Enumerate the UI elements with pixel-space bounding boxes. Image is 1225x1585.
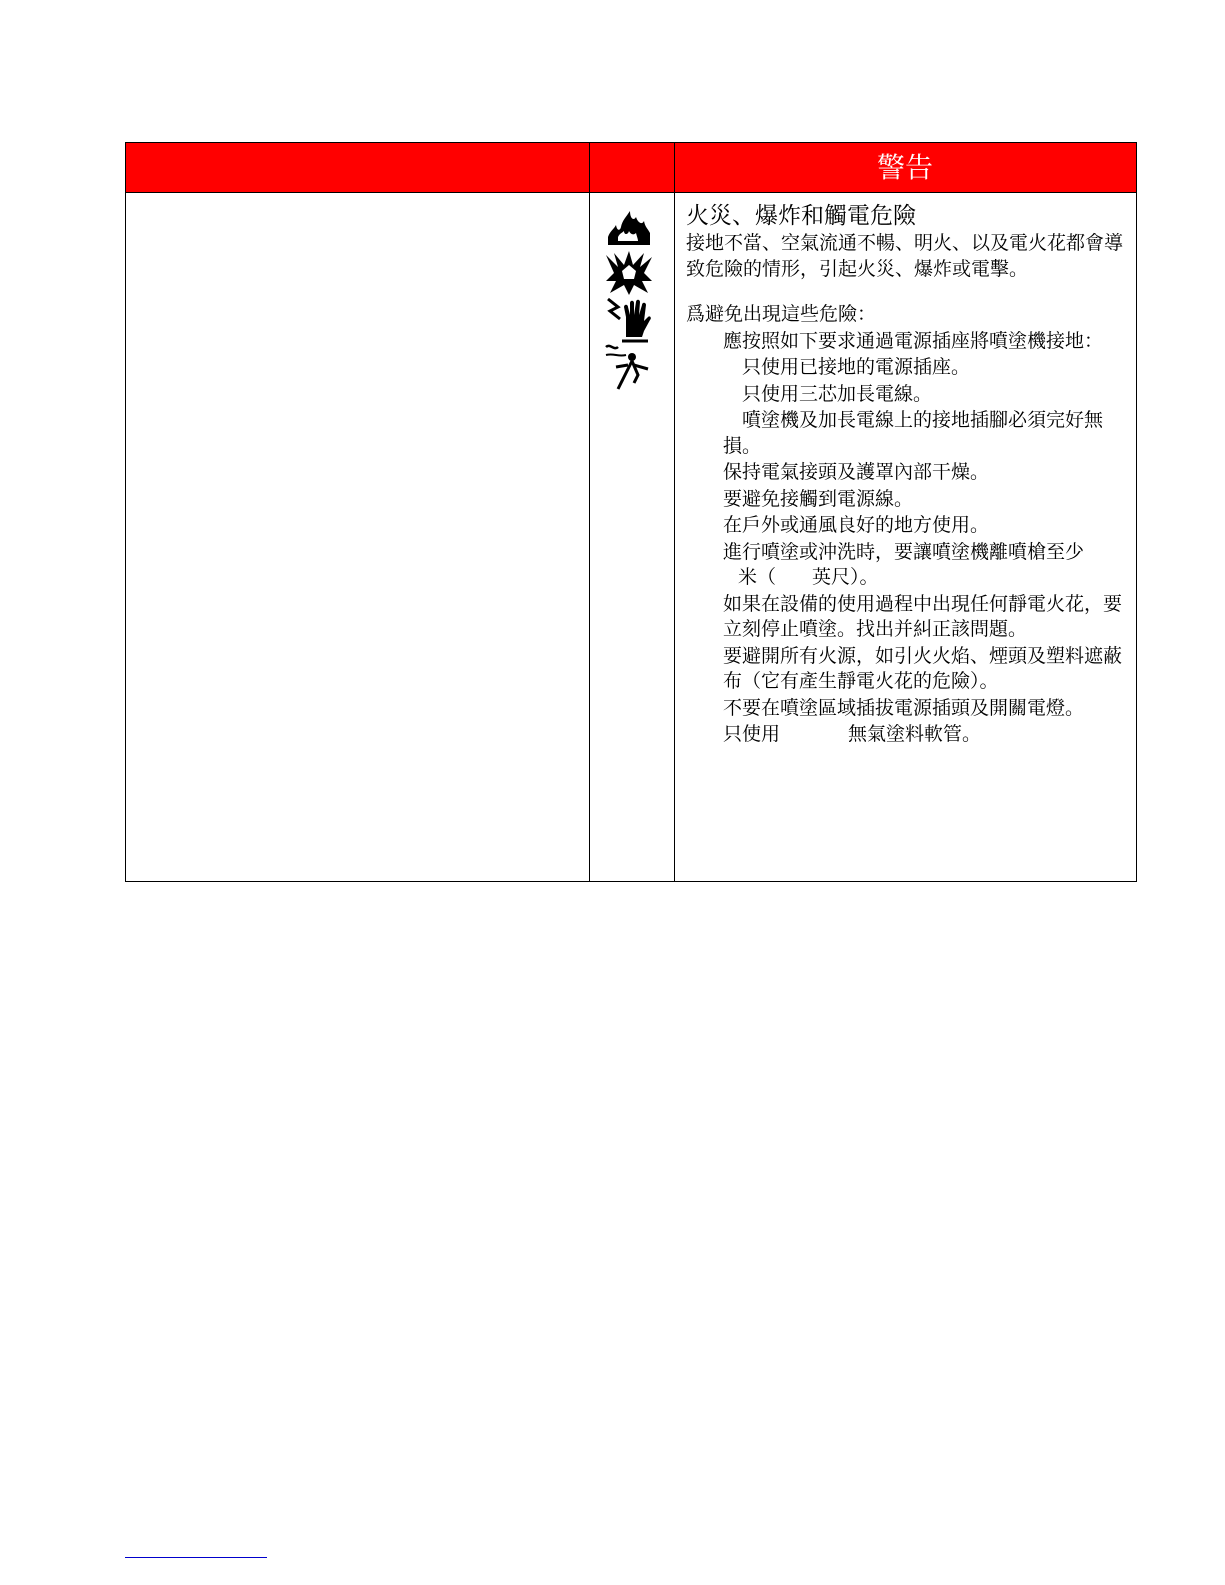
warning-table [125, 142, 1137, 882]
warning-item: 在戶外或通風良好的地方使用。 [723, 514, 990, 536]
warning-header-bar [126, 143, 1136, 193]
electric-shock-icon [604, 297, 654, 343]
hose-text-prefix: 只使用 [723, 723, 781, 745]
fire-icon [604, 207, 654, 247]
warning-intro: 接地不當、空氣流通不暢、明火、以及電火花都會導致危險的情形，引起火災、爆炸或電擊。 [686, 232, 1124, 280]
warning-item: 保持電氣接頭及護罩內部干燥。 [723, 461, 990, 483]
warning-heading: 火災、爆炸和觸電危險 [686, 203, 916, 229]
explosion-icon [604, 251, 654, 295]
warning-item-continuation [686, 565, 1132, 591]
warning-subitem: 只使用三芯加長電線。 [742, 382, 933, 405]
warning-item: 應按照如下要求通過電源插座將噴塗機接地： [723, 329, 1104, 352]
hose-text-suffix: 無氣塗料軟管。 [848, 723, 982, 745]
warning-item: 要避免接觸到電源線。 [723, 487, 914, 510]
footnote-rule [125, 1557, 267, 1558]
warning-item: 進行噴塗或沖洗時，要讓噴塗機離噴槍至少 [723, 540, 1085, 563]
column-divider-right [674, 143, 675, 881]
warning-item [686, 722, 1132, 748]
distance-feet-text: 英尺）。 [812, 566, 879, 588]
warning-subitem: 只使用已接地的電源插座。 [742, 356, 971, 378]
warning-header-title: 警告 [876, 151, 933, 184]
distance-meters-text: 米（ [738, 566, 777, 588]
warning-item: 不要在噴塗區域插拔電源插頭及開關電燈。 [723, 696, 1085, 719]
column-divider-left [589, 143, 590, 881]
ground-icon [604, 343, 654, 393]
warning-text [686, 201, 1132, 748]
warning-subitem: 噴塗機及加長電線上的接地插腳必須完好無損。 [723, 409, 1104, 457]
warning-item: 要避開所有火源，如引火火焰、煙頭及塑料遮蔽布（它有產生靜電火花的危險）。 [723, 644, 1123, 692]
warning-prompt: 爲避免出現這些危險： [686, 303, 877, 325]
warning-item: 如果在設備的使用過程中出現任何靜電火花，要立刻停止噴塗。找出并糾正該問題。 [723, 592, 1123, 640]
